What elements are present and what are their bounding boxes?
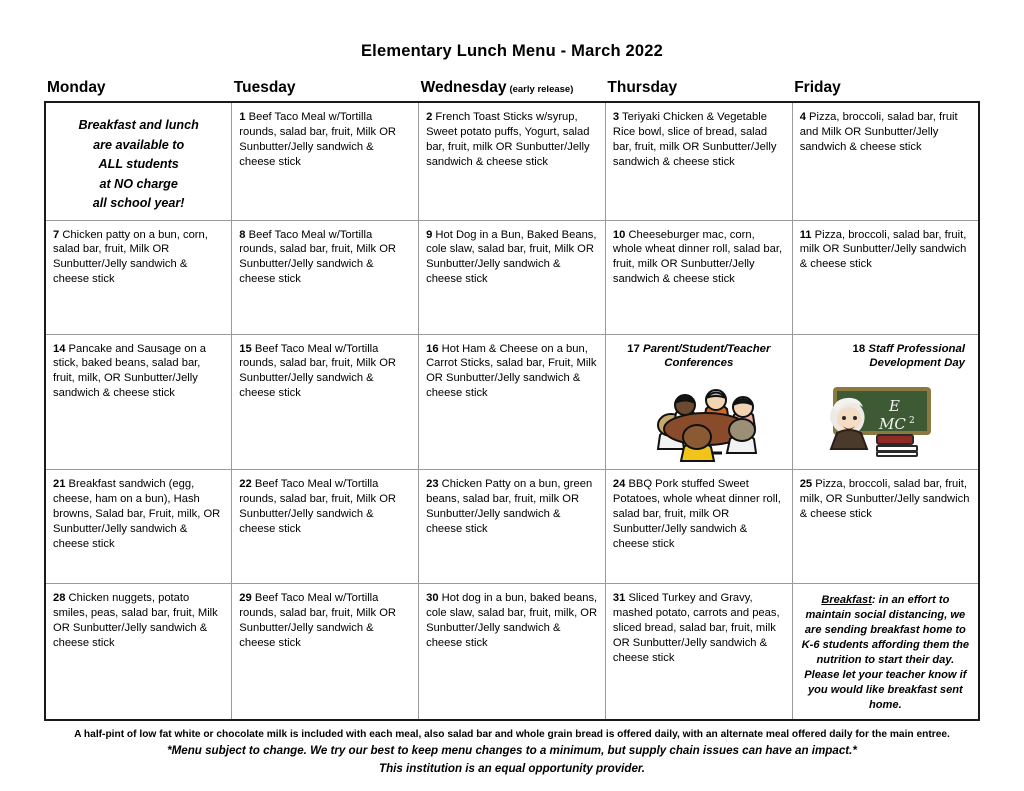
teacher-chalkboard-emc2-clipart bbox=[800, 385, 971, 459]
breakfast-notice-lead: Breakfast bbox=[821, 594, 872, 607]
menu-text: Pancake and Sausage on a stick, baked beans, salad bar, fruit, milk, OR Sunbutter/Jelly sandwich & cheese stick bbox=[53, 342, 207, 400]
weekday-label: Friday bbox=[794, 79, 841, 96]
calendar-body bbox=[45, 102, 979, 720]
announcement-text: Breakfast and lunch are available to ALL students at NO charge all school year! bbox=[78, 118, 199, 211]
day-cell-3 bbox=[605, 102, 792, 220]
page-title: Elementary Lunch Menu - March 2022 bbox=[360, 42, 664, 60]
day-number: 21 bbox=[53, 478, 66, 491]
calendar-header-row bbox=[45, 79, 979, 102]
day-number: 31 bbox=[612, 592, 626, 605]
menu-calendar-table bbox=[44, 79, 980, 721]
menu-text: Hot Ham & Cheese on a bun, Carrot Sticks, salad bar, Fruit, Milk OR Sunbutter/Jelly sandwich & cheese stick bbox=[426, 342, 597, 400]
menu-text: Sliced Turkey and Gravy, mashed potato, carrots and peas, sliced bread, salad bar, fruit, milk OR Sunbutter/Jelly sandwich & cheese stick bbox=[612, 592, 780, 664]
day-number: 8 bbox=[239, 228, 246, 241]
day-number: 9 bbox=[426, 228, 433, 241]
menu-text: French Toast Sticks w/syrup, Sweet potato puffs, Yogurt, salad bar, fruit, milk OR Sunbutter/Jelly sandwich & cheese stick bbox=[426, 111, 590, 168]
people-around-table-clipart bbox=[613, 385, 785, 463]
day-cell-30 bbox=[419, 584, 606, 720]
column-header-tuesday bbox=[232, 79, 419, 102]
day-number: 1 bbox=[239, 111, 246, 123]
column-header-monday bbox=[45, 79, 232, 102]
calendar-week-row bbox=[45, 334, 979, 470]
day-cell-7 bbox=[45, 220, 232, 334]
svg-text:E: E bbox=[889, 397, 901, 416]
menu-text: Cheeseburger mac, corn, whole wheat dinner roll, salad bar, fruit, milk OR Sunbutter/Jelly sandwich & cheese stick bbox=[612, 228, 783, 286]
day-number: 10 bbox=[612, 228, 626, 241]
footer-line-menu-change: *Menu subject to change. We try our best to keep menu changes to a minimum, but supply chain issues can have an impact.* bbox=[167, 744, 857, 758]
early-release-note: (early release) bbox=[509, 84, 574, 95]
day-number: 22 bbox=[239, 478, 252, 491]
day-cell-24 bbox=[605, 470, 792, 584]
menu-text: Pizza, broccoli, salad bar, fruit, milk, OR Sunbutter/Jelly sandwich & cheese stick bbox=[799, 478, 970, 521]
menu-text: Beef Taco Meal w/Tortilla rounds, salad bar, fruit, Milk OR Sunbutter/Jelly sandwich & cheese stick bbox=[239, 592, 396, 649]
column-header-friday bbox=[792, 79, 979, 102]
day-number: 29 bbox=[239, 592, 252, 605]
day-number: 16 bbox=[426, 342, 439, 355]
day-cell-9 bbox=[419, 220, 606, 334]
menu-text: Pizza, broccoli, salad bar, fruit and Milk OR Sunbutter/Jelly sandwich & cheese stick bbox=[799, 111, 958, 153]
weekday-label: Monday bbox=[47, 79, 106, 96]
day-cell-10 bbox=[605, 220, 792, 334]
day-cell-2 bbox=[419, 102, 606, 220]
menu-text: BBQ Pork stuffed Sweet Potatoes, whole wheat dinner roll, salad bar, fruit, milk OR Sunbutter/Jelly sandwich & cheese stick bbox=[612, 478, 781, 550]
day-cell-16 bbox=[419, 334, 606, 470]
day-cell-11 bbox=[792, 220, 979, 334]
calendar-container bbox=[44, 61, 980, 721]
column-header-wednesday bbox=[419, 79, 606, 102]
event-title: 18 Staff Professional Development Day bbox=[852, 342, 965, 370]
menu-text: Teriyaki Chicken & Vegetable Rice bowl, slice of bread, salad bar, fruit, milk OR Sunbutter/Jelly sandwich & cheese stick bbox=[612, 111, 777, 168]
menu-text: Beef Taco Meal w/Tortilla rounds, salad bar, fruit, Milk OR Sunbutter/Jelly sandwich & cheese stick bbox=[239, 228, 396, 286]
announcement-cell bbox=[45, 102, 232, 220]
day-cell-15 bbox=[232, 334, 419, 470]
day-number: 24 bbox=[612, 478, 626, 491]
people-around-table-icon bbox=[624, 385, 774, 463]
event-cell-18 bbox=[792, 334, 979, 470]
day-cell-4 bbox=[792, 102, 979, 220]
column-header-thursday bbox=[605, 79, 792, 102]
weekday-label: Tuesday bbox=[233, 79, 296, 96]
menu-text: Hot dog in a bun, baked beans, cole slaw, salad bar, fruit, milk, OR Sunbutter/Jelly sandwich & cheese stick bbox=[426, 592, 598, 649]
day-number: 28 bbox=[53, 592, 66, 605]
calendar-week-row bbox=[45, 470, 979, 584]
day-number: 3 bbox=[612, 111, 620, 123]
menu-text: Breakfast sandwich (egg, cheese, ham on a bun), Hash browns, Salad bar, Fruit, milk, OR Sunbutter/Jelly sandwich & cheese stick bbox=[53, 478, 221, 550]
menu-text: Pizza, broccoli, salad bar, fruit, milk OR Sunbutter/Jelly sandwich & cheese stick bbox=[799, 228, 967, 271]
menu-text: Chicken patty on a bun, corn, salad bar, fruit, Milk OR Sunbutter/Jelly sandwich & cheese stick bbox=[53, 228, 208, 286]
day-cell-23 bbox=[419, 470, 606, 584]
day-cell-29 bbox=[232, 584, 419, 720]
footer-line-equal-opportunity: This institution is an equal opportunity provider. bbox=[378, 761, 646, 775]
menu-text: Beef Taco Meal w/Tortilla rounds, salad bar, fruit, Milk OR Sunbutter/Jelly sandwich & cheese stick bbox=[239, 342, 396, 400]
calendar-week-row bbox=[45, 584, 979, 720]
day-cell-28 bbox=[45, 584, 232, 720]
breakfast-notice-cell bbox=[792, 584, 979, 720]
day-cell-14 bbox=[45, 334, 232, 470]
svg-text:2: 2 bbox=[909, 416, 916, 427]
day-number: 11 bbox=[799, 228, 812, 241]
day-number: 4 bbox=[799, 111, 806, 123]
calendar-week-row bbox=[45, 220, 979, 334]
calendar-week-row bbox=[45, 102, 979, 220]
day-number: 15 bbox=[239, 342, 252, 355]
weekday-label: Thursday bbox=[607, 79, 678, 96]
svg-text:MC: MC bbox=[879, 415, 907, 434]
day-number: 14 bbox=[53, 342, 66, 355]
day-number: 17 bbox=[627, 342, 640, 355]
footer-notes bbox=[44, 727, 980, 777]
footer-line-milk-info: A half-pint of low fat white or chocolate milk is included with each meal, also salad bar and whole grain bread is offered daily, with an alternate meal offered daily for the main entree. bbox=[74, 728, 950, 740]
day-number: 30 bbox=[426, 592, 439, 605]
event-title: 17 Parent/Student/Teacher Conferences bbox=[627, 342, 771, 370]
menu-text: Chicken nuggets, potato smiles, peas, salad bar, fruit, Milk OR Sunbutter/Jelly sandwich & cheese stick bbox=[53, 592, 218, 649]
day-cell-25 bbox=[792, 470, 979, 584]
menu-text: Beef Taco Meal w/Tortilla rounds, salad bar, fruit, Milk OR Sunbutter/Jelly sandwich & cheese stick bbox=[239, 111, 396, 168]
day-cell-21 bbox=[45, 470, 232, 584]
weekday-label: Wednesday bbox=[420, 79, 507, 96]
day-cell-1 bbox=[232, 102, 419, 220]
day-number: 23 bbox=[426, 478, 439, 491]
menu-text: Chicken Patty on a bun, green beans, salad bar, fruit, milk OR Sunbutter/Jelly sandwich & cheese stick bbox=[426, 478, 593, 535]
day-number: 2 bbox=[426, 111, 433, 123]
day-number: 18 bbox=[852, 342, 866, 355]
menu-text: Beef Taco Meal w/Tortilla rounds, salad bar, fruit, Milk OR Sunbutter/Jelly sandwich & cheese stick bbox=[239, 478, 396, 535]
day-cell-8 bbox=[232, 220, 419, 334]
day-cell-31 bbox=[605, 584, 792, 720]
day-number: 7 bbox=[53, 228, 60, 241]
day-cell-22 bbox=[232, 470, 419, 584]
event-cell-17 bbox=[605, 334, 792, 470]
teacher-chalkboard-icon bbox=[821, 385, 949, 459]
menu-text: Hot Dog in a Bun, Baked Beans, cole slaw, salad bar, fruit, Milk OR Sunbutter/Jelly sandwich & cheese stick bbox=[426, 228, 597, 286]
day-number: 25 bbox=[799, 478, 813, 491]
breakfast-notice-text: Breakfast: in an effort to maintain social distancing, we are sending breakfast home to K-6 students affording them the nutrition to start their day. Please let your teacher know if you would like breakfast sent home. bbox=[801, 594, 970, 712]
